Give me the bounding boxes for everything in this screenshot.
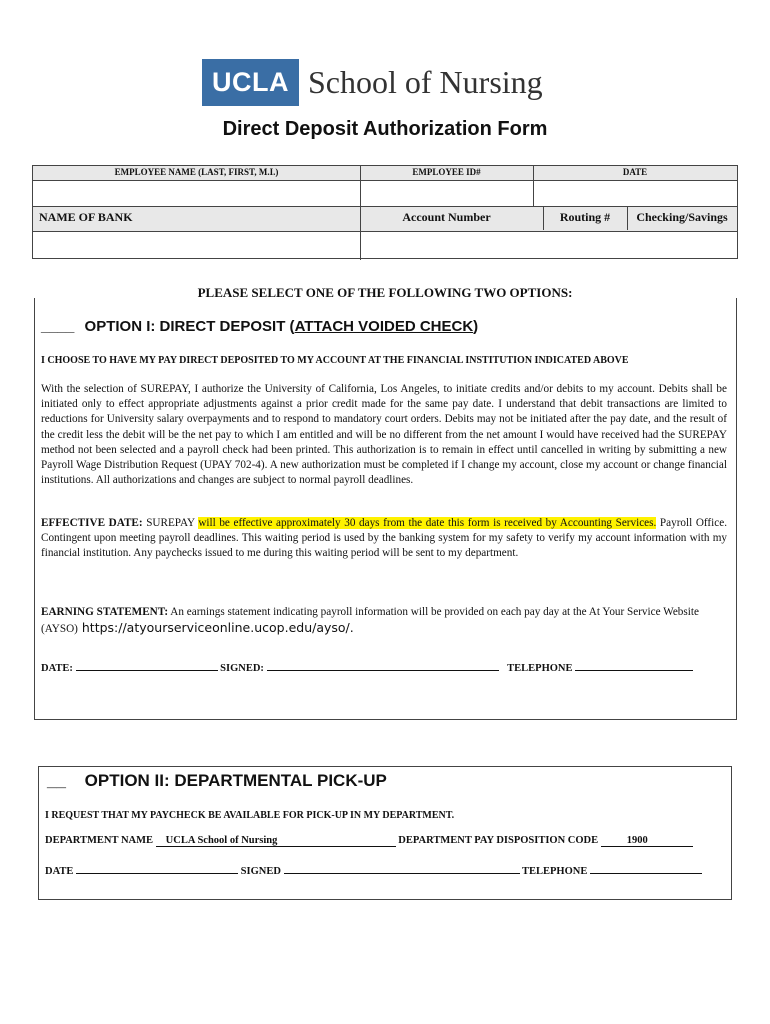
- bank-name-field[interactable]: [35, 232, 358, 258]
- option-1-choose-text: I CHOOSE TO HAVE MY PAY DIRECT DEPOSITED TO MY ACCOUNT AT THE FINANCIAL INSTITUTION INDICATED ABOVE: [41, 355, 629, 366]
- select-instruction: PLEASE SELECT ONE OF THE FOLLOWING TWO OPTIONS:: [197, 285, 573, 300]
- option-2-heading: [47, 771, 387, 791]
- earning-statement-paragraph: [41, 605, 727, 637]
- option-1-title: OPTION I: DIRECT DEPOSIT (: [84, 318, 295, 335]
- account-number-header: Account Number: [402, 210, 491, 224]
- effective-pre: SUREPAY: [142, 517, 199, 529]
- employee-name-header: EMPLOYEE NAME (LAST, FIRST, M.I.): [114, 167, 279, 177]
- option-2-box: [38, 766, 732, 900]
- earning-text: An earnings statement indicating payroll information will be provided on each pay day at the At Your Service Website (AYSO): [41, 606, 699, 636]
- date-blank[interactable]: [76, 863, 238, 874]
- department-code-value[interactable]: 1900: [601, 835, 693, 847]
- bank-name-header: NAME OF BANK: [39, 210, 133, 224]
- telephone-label: TELEPHONE: [507, 663, 573, 674]
- signed-label: SIGNED:: [220, 663, 264, 674]
- signed-blank[interactable]: [284, 863, 520, 874]
- option-1-title-close: ): [473, 318, 479, 335]
- ucla-logo: UCLA: [202, 59, 299, 106]
- date-blank[interactable]: [76, 660, 218, 671]
- authorization-paragraph: With the selection of SUREPAY, I authorize the University of California, Los Angeles, to initiate credits and/or debits to my account. Debits shall be initiated only to effect appropriate adjustments against a prior credit made for the same pay date. I understand that debit transactions are limited to reductions for University salary overpayments and to respond to mandatory court orders. Debits may not be initiated after the pay date, and the result of the credit less the debit will be the net pay to which I am entitled and will be no different from the net amount I would have received had the SUREPAY method not been selected and a payroll check had been printed. This authorization is to remain in effect until cancelled in writing by submitting a new Payroll Wage Distribution Request (UPAY 702-4). A new authorization must be completed if I change my account, close my account or change financial institutions. All authorizations and changes are subject to normal payroll deadlines.: [41, 383, 727, 487]
- attach-voided-check-link: ATTACH VOIDED CHECK: [294, 318, 474, 335]
- effective-highlight: will be effective approximately 30 days from the date this form is received by Accounting Services.: [198, 517, 657, 529]
- telephone-label: TELEPHONE: [521, 866, 588, 877]
- telephone-blank[interactable]: [590, 863, 702, 874]
- signed-label: SIGNED: [240, 866, 281, 877]
- date-label: DATE: [45, 866, 74, 877]
- department-name-label: DEPARTMENT NAME: [45, 835, 154, 846]
- department-name-value[interactable]: UCLA School of Nursing: [156, 835, 396, 847]
- checking-savings-header: Checking/Savings: [636, 210, 728, 224]
- employee-name-field[interactable]: [35, 182, 358, 204]
- date-field[interactable]: [535, 182, 735, 204]
- telephone-blank[interactable]: [575, 660, 693, 671]
- effective-date-paragraph: [41, 516, 727, 562]
- routing-header: Routing #: [559, 210, 611, 224]
- employee-info-table: [32, 165, 738, 259]
- option-2-request-text: I REQUEST THAT MY PAYCHECK BE AVAILABLE FOR PICK-UP IN MY DEPARTMENT.: [45, 810, 455, 821]
- effective-date-label: EFFECTIVE DATE:: [41, 517, 143, 529]
- option-1-signature-line: [41, 660, 693, 674]
- employee-id-field[interactable]: [362, 182, 531, 204]
- effective-rest: Payroll Office. Contingent upon meeting payroll deadlines. This waiting period is used by the banking system for my safety to verify my account information with my financial institution. Any paychecks issued to me during this waiting period will be sent to my department.: [41, 517, 727, 560]
- department-code-label: DEPARTMENT PAY DISPOSITION CODE: [398, 835, 599, 846]
- option-1-heading: [41, 318, 478, 335]
- earning-statement-label: EARNING STATEMENT:: [41, 606, 169, 618]
- ayso-url[interactable]: https://atyourserviceonline.ucop.edu/ayso/.: [77, 620, 354, 636]
- date-header: DATE: [622, 167, 648, 177]
- option-1-box: [34, 298, 737, 720]
- school-name: School of Nursing: [308, 64, 543, 100]
- employee-id-header: EMPLOYEE ID#: [412, 167, 481, 177]
- form-title: Direct Deposit Authorization Form: [222, 118, 548, 140]
- option-2-checkbox-blank[interactable]: __: [47, 771, 66, 790]
- option-1-checkbox-blank[interactable]: ____: [41, 318, 75, 335]
- account-details-field[interactable]: [362, 232, 735, 258]
- date-label: DATE:: [41, 663, 73, 674]
- option-2-title: OPTION II: DEPARTMENTAL PICK-UP: [84, 771, 387, 790]
- option-2-signature-line: [45, 863, 702, 877]
- department-line: [45, 835, 693, 847]
- signed-blank[interactable]: [267, 660, 499, 671]
